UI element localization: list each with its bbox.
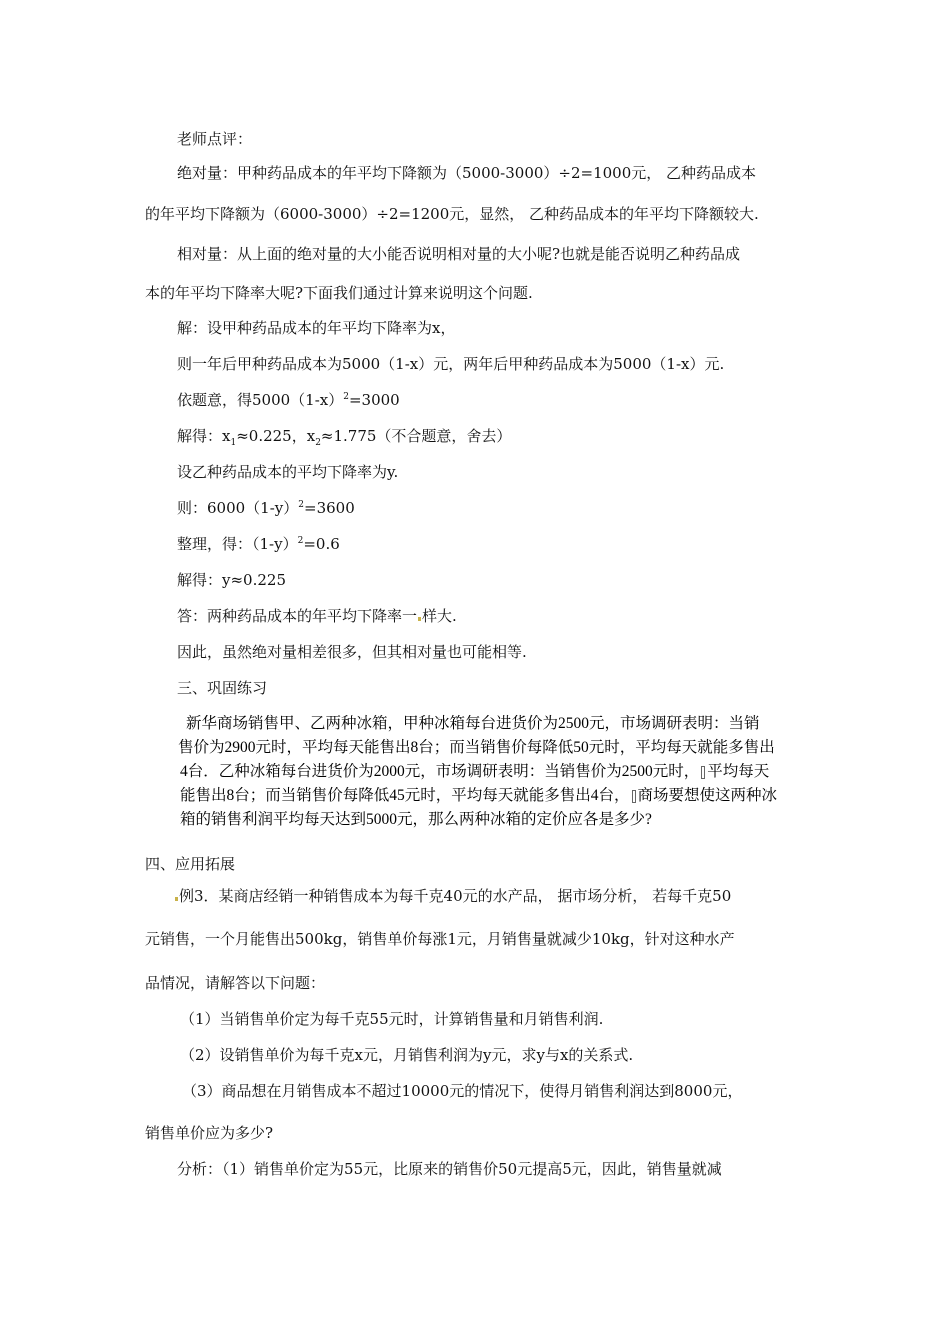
solution-line-5: 设乙种药品成本的平均下降率为y.	[177, 463, 399, 481]
example-3-line-3: 品情况，请解答以下问题：	[145, 974, 326, 992]
equation-result: =3600	[304, 499, 355, 517]
subscript-1: 1	[230, 438, 237, 448]
answer-text-b: 样大.	[422, 607, 457, 625]
subscript-2: 2	[315, 438, 321, 448]
absolute-line-2: 的年平均下降额为（6000-3000）÷2=1200元，显然， 乙种药品成本的年平均下降额较大.	[145, 205, 759, 223]
section-3-heading: 三、巩固练习	[177, 679, 268, 697]
analysis-line-1: 分析：（1）销售单价定为55元，比原来的销售价50元提高5元，因此，销售量就减	[177, 1160, 722, 1178]
exercise-line-3-b: 平均每天	[707, 763, 770, 780]
question-1: （1）当销售单价定为每千克55元时，计算销售量和月销售利润.	[180, 1010, 604, 1028]
exercise-line-1: 新华商场销售甲、乙两种冰箱，甲种冰箱每台进货价为2500元，市场调研表明：当销	[186, 715, 760, 732]
absolute-line-1: 绝对量：甲种药品成本的年平均下降额为（5000-3000）÷2=1000元， 乙种药品成本	[177, 164, 757, 182]
example-3-line-1	[174, 886, 731, 906]
solution-equation-2	[177, 498, 355, 518]
solution-conclusion: 因此，虽然绝对量相差很多，但其相对量也可能相等.	[177, 643, 527, 661]
equation-result: =0.6	[303, 535, 340, 553]
cursor-icon	[632, 790, 636, 803]
example-3-line-2: 元销售，一个月能售出500kg，销售单价每涨1元，月销售量就减少10kg，针对这种水产	[145, 930, 735, 948]
equation-result: =3000	[348, 391, 400, 409]
relative-line-1: 相对量：从上面的绝对量的大小能否说明相对量的大小呢?也就是能否说明乙种药品成	[177, 245, 741, 263]
equation-text: 整理，得：（1-y）	[177, 535, 298, 553]
exercise-line-3-a: 4台．乙种冰箱每台进货价为2000元，市场调研表明：当销售价为2500元时，	[180, 763, 700, 780]
exponent: 2	[343, 392, 349, 402]
question-3-line-2: 销售单价应为多少?	[145, 1124, 274, 1142]
answer-text-a: 答：两种药品成本的年平均下降率一	[177, 607, 418, 625]
equation-text: 则：6000（1-y）	[177, 499, 299, 517]
solution-equation-1	[177, 390, 400, 410]
roots-text-a: 解得：x	[177, 427, 231, 445]
relative-line-2: 本的年平均下降率大呢?下面我们通过计算来说明这个问题.	[145, 284, 533, 302]
exercise-line-3	[180, 760, 769, 784]
exercise-line-4	[180, 784, 777, 808]
solution-answer	[177, 606, 457, 626]
solution-line-2: 则一年后甲种药品成本为5000（1-x）元，两年后甲种药品成本为5000（1-x）元.	[177, 355, 725, 373]
exercise-line-4-a: 能售出8台；而当销售价每降低45元时，平均每天就能多售出4台，	[180, 787, 630, 804]
solution-equation-3	[177, 534, 340, 554]
question-3-line-1: （3）商品想在月销售成本不超过10000元的情况下，使得月销售利润达到8000元，	[182, 1082, 743, 1100]
roots-text-b: ≈0.225，x	[236, 427, 316, 445]
exponent: 2	[297, 536, 304, 546]
question-2: （2）设销售单价为每千克x元，月销售利润为y元，求y与x的关系式.	[180, 1046, 634, 1064]
edit-mark-icon	[175, 897, 178, 901]
solution-line-1: 解：设甲种药品成本的年平均下降率为x，	[177, 319, 456, 337]
exercise-line-2: 售价为2900元时，平均每天能售出8台；而当销售价每降低50元时，平均每天就能多售出	[178, 739, 775, 756]
section-4-heading: 四、应用拓展	[145, 855, 236, 873]
example-3-text: 例3．某商店经销一种销售成本为每千克40元的水产品， 据市场分析， 若每千克50	[179, 887, 732, 905]
edit-mark-icon	[418, 617, 421, 621]
equation-text: 依题意，得5000（1-x）	[177, 391, 344, 409]
solution-line-8: 解得：y≈0.225	[177, 571, 286, 589]
exercise-line-4-b: 商场要想使这两种冰	[637, 787, 778, 804]
review-title: 老师点评：	[177, 130, 253, 148]
cursor-icon	[701, 766, 705, 779]
roots-text-c: ≈1.775（不合题意，舍去）	[320, 427, 512, 445]
exercise-line-5: 箱的销售利润平均每天达到5000元，那么两种冰箱的定价应各是多少?	[180, 811, 652, 828]
exponent: 2	[298, 500, 304, 510]
solution-roots	[177, 426, 511, 446]
